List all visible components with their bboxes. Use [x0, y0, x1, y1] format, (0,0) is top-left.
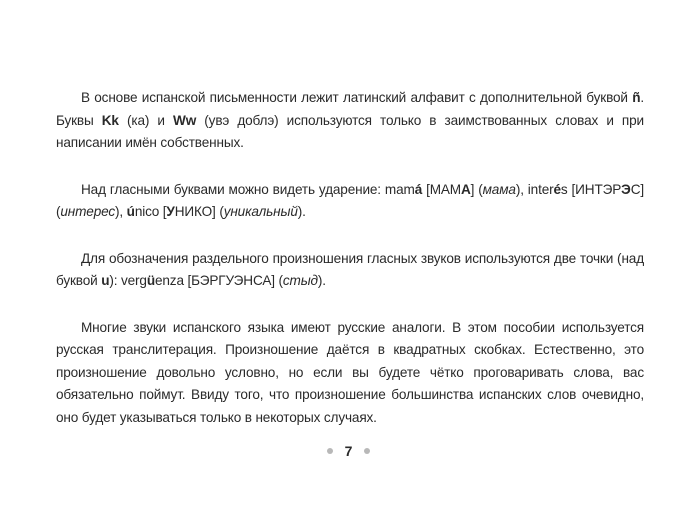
text-run: ).: [297, 204, 306, 219]
text-run: ), inter: [515, 181, 554, 197]
bold-letter: á: [414, 181, 423, 197]
text-run: ),: [115, 204, 127, 219]
text-run: [МАМ: [422, 181, 461, 197]
page-footer: [0, 440, 697, 462]
footer-dot-right: [364, 448, 370, 454]
page-number: 7: [344, 443, 353, 459]
bold-letter: ú: [126, 204, 135, 219]
bold-letter: ü: [146, 273, 155, 288]
text-run: s [ИНТЭР: [560, 181, 622, 197]
paragraph-stress: [56, 179, 644, 224]
text-run: ] (: [470, 181, 483, 197]
text-run: Многие звуки испанского языка имеют русские аналоги. В этом пособии используется русская транслитерация. Произношение даётся в квадратных скобках. Естественно, это произношение довольно условно, но если вы будете чётко проговаривать слова, вас обязательно поймут. Ввиду того, что произношение большинства испанских слов очевидно, оно будет указываться только в некоторых случаях.: [56, 319, 644, 425]
text-run: (увэ доблэ) используются только в заимствованных словах и при написании имён собственных.: [56, 112, 644, 150]
italic-translation: стыд: [282, 273, 318, 288]
italic-translation: мама: [482, 181, 516, 197]
footer-dot-left: [327, 448, 333, 454]
bold-letter: Ww: [173, 112, 197, 128]
text-run: НИКО] (: [174, 204, 224, 219]
bold-letter: ñ: [632, 90, 641, 105]
bold-letter: А: [460, 181, 471, 197]
italic-translation: интерес: [60, 204, 116, 219]
text-run: Над гласными буквами можно видеть ударение: mam: [81, 181, 415, 197]
text-run: ).: [317, 273, 326, 288]
text-run: . Буквы: [56, 90, 644, 128]
bold-letter: Э: [621, 181, 631, 197]
text-run: С] (: [56, 181, 644, 219]
text-run: Для обозначения раздельного произношения гласных звуков используются две точки (над буквой: [56, 250, 644, 288]
page-content: [56, 87, 644, 429]
text-run: ): verg: [109, 273, 147, 288]
paragraph-alphabet: [56, 87, 644, 155]
text-run: enza [БЭРГУЭНСА] (: [154, 273, 283, 288]
bold-letter: é: [553, 181, 561, 197]
paragraph-diaeresis: [56, 248, 644, 293]
paragraph-transliteration: [56, 317, 644, 430]
bold-letter: У: [166, 204, 175, 219]
text-run: nico [: [134, 204, 167, 219]
italic-translation: уникальный: [223, 204, 298, 219]
text-run: (ка) и: [118, 112, 174, 128]
bold-letter: u: [101, 273, 110, 288]
text-run: В основе испанской письменности лежит латинский алфавит с дополнительной буквой: [81, 90, 633, 105]
bold-letter: Kk: [101, 112, 119, 128]
